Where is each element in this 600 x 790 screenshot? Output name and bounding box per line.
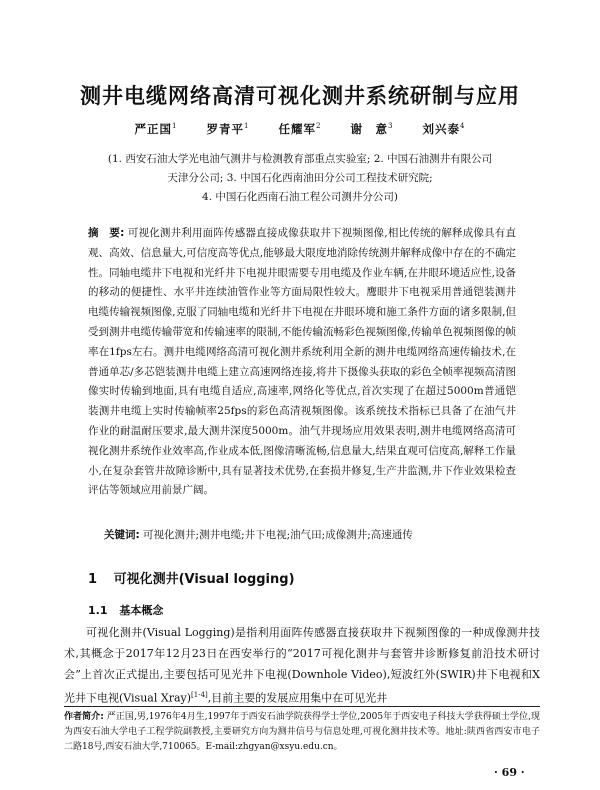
author: 谢 意$^3$: [350, 122, 394, 136]
affiliation-line: 4. 中国石化西南石油工程公司测井分公司): [202, 191, 398, 203]
footnote-text: 严正国,男,1976年4月生,1997年于西安石油学院获得学士学位,2005年于西安电子科技大学获得硕士学位,现为西安石油大学电子工程学院副教授,主要研究方向为测井信号与信息处理,可视化测井技术等。地址:陕西省西安市电子二路18号,西安石油大学,710065。E-mail:zhgyan@xsyu.edu.cn。: [64, 712, 540, 752]
abstract-text: 可视化测井利用面阵传感器直接成像获取井下视频图像,相比传统的解释成像具有直观、高效、信息量大,可信度高等优点,能够最大限度地消除传统测井解释成像中存在的不确定性。同轴电缆井下电视和光纤井下电视井眼需要专用电缆及作业车辆,在井眼环境适应性,设备的移动的便捷性、水平井连续油管作业等方面局限性较大。鹰眼井下电视采用普通铠装测井电缆传输视频图像,克服了同轴电缆和光纤井下电视在井眼环境和施工条件方面的诸多限制,但受到测井电缆传输带宽和传输速率的限制,不能传输流畅彩色视频图像,传输单色视频图像的帧率在1fps左右。测井电缆网络高清可视化测井系统利用全新的测井电缆网络高速传输技术,在普通单芯/多芯铠装测井电缆上建立高速网络连接,将井下摄像头获取的彩色全帧率视频高清图像实时传输到地面,具有电缆自适应,高速率,网络化等优点,首次实现了在超过5000m普通铠装测井电缆上实时传输帧率25fps的彩色高清视频图像。该系统技术指标已具备了在油气井作业的耐温耐压要求,最大测井深度5000m。油气井现场应用效果表明,测井电缆网络高清可视化测井系统作业效率高,作业成本低,图像清晰流畅,信息量大,结果直观可信度高,解释工作量小,在复杂套管井故障诊断中,具有显著技术优势,在套损井修复,生产井监测,井下作业效果检查评估等领域应用前景广阔。: [88, 227, 516, 497]
footnote-label: 作者简介:: [64, 712, 104, 722]
author: 严正国$^1$: [134, 122, 178, 136]
affiliation-line: 天津分公司; 3. 中国石化西南油田分公司工程技术研究院;: [167, 172, 433, 184]
affiliation-line: (1. 西安石油大学光电油气测井与检测教育部重点实验室; 2. 中国石油测井有限公司: [107, 153, 493, 165]
section-heading: [88, 568, 295, 587]
keywords-text: 可视化测井;测井电缆;井下电视;油气田;成像测井;高速通传: [143, 529, 413, 541]
author-list: [0, 121, 600, 137]
footnote-divider: [64, 706, 540, 707]
affiliations: [60, 150, 540, 207]
author: 任耀军$^2$: [278, 122, 322, 136]
author: 刘兴泰$^4$: [422, 122, 466, 136]
abstract: [88, 224, 516, 501]
subsection-title: 基本概念: [119, 604, 164, 617]
citation-ref: [1-4]: [191, 691, 208, 699]
section-number: 1: [88, 572, 98, 587]
keywords-label: 关键词:: [104, 529, 140, 541]
author-footnote: [64, 710, 540, 755]
section-title: 可视化测井(Visual logging): [113, 572, 295, 587]
article-title: 测井电缆网络高清可视化测井系统研制与应用: [80, 84, 520, 108]
page-number: · 69 ·: [494, 766, 525, 779]
subsection-number: 1.1: [88, 604, 108, 617]
keywords: [104, 527, 516, 543]
subsection-heading: [88, 602, 163, 618]
abstract-label: 摘 要:: [88, 227, 125, 239]
body-paragraph: 可视化测井(Visual Logging)是指利用面阵传感器直接获取井下视频图像的一种成像测井技术,其概念于2017年12月23日在西安举行的“2017可视化测井与套管井诊断修复前沿技术研讨会”上首次正式提出,主要包括可见光井下电视(Downhole Video),短波红外(SWIR)井下电视和X光井下电视(Visual Xray)[1-4],目前主要的发展应用集中在可见光井: [64, 626, 540, 705]
author: 罗青平$^1$: [206, 122, 250, 136]
